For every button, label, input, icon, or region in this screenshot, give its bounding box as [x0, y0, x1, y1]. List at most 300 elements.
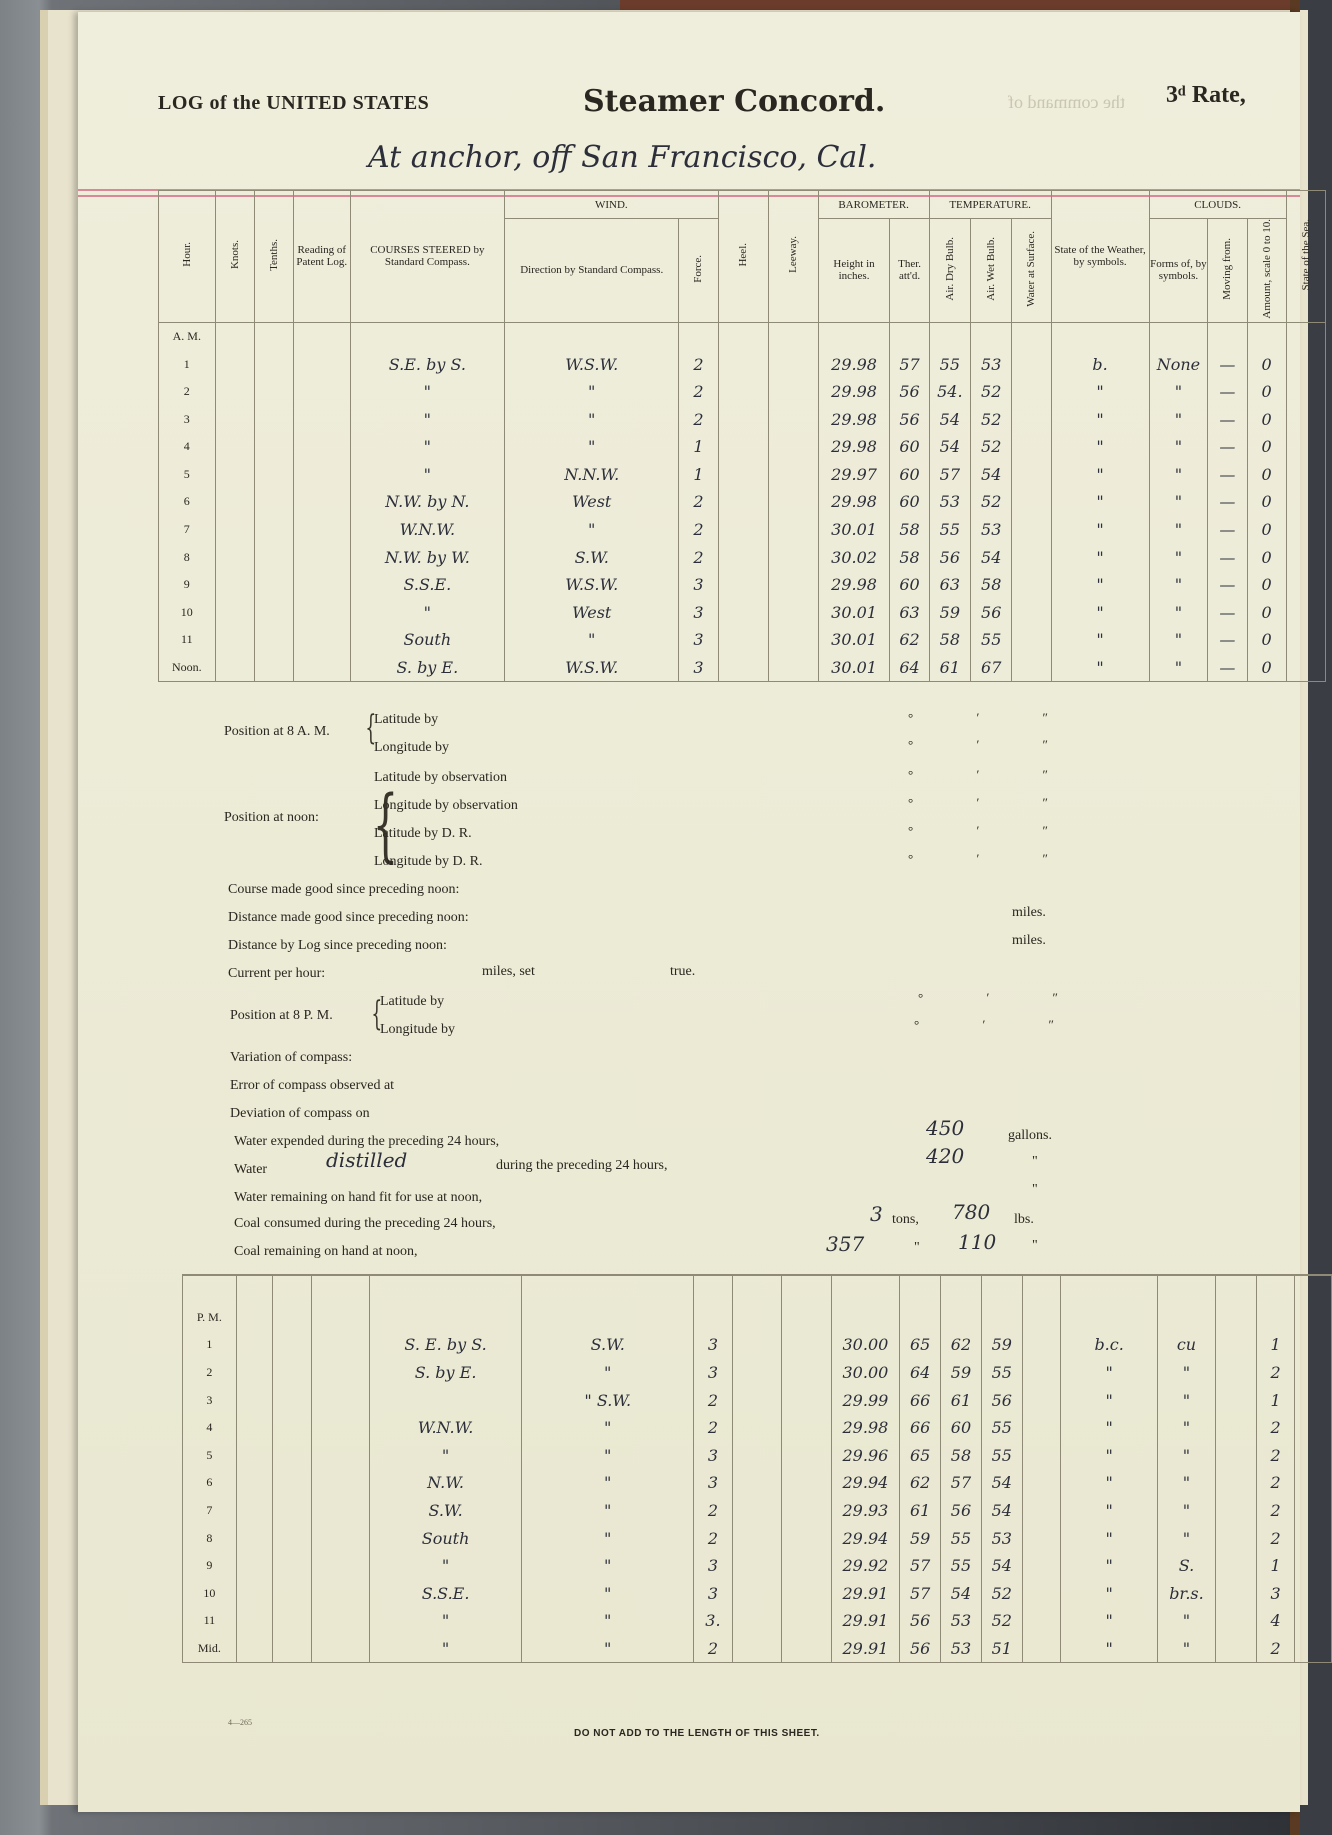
degree-marks: ° ′ ″ — [908, 767, 1078, 782]
col-sea: State of the Sea. — [1286, 191, 1325, 323]
lbs-label: lbs. — [1014, 1212, 1034, 1227]
pm-cell-moving — [1215, 1386, 1256, 1414]
am-row — [159, 599, 1326, 627]
pm-cell-force: 3 — [694, 1359, 733, 1387]
pm-cell-course: S.S.E. — [369, 1580, 521, 1608]
pm-cell-weather: " — [1061, 1469, 1158, 1497]
am-cell-weather: " — [1051, 543, 1149, 571]
am-cell-amount: 0 — [1247, 599, 1286, 627]
pm-cell-wet: 55 — [981, 1359, 1022, 1387]
am-cell-moving: — — [1208, 433, 1247, 461]
pm-cell-height: 29.93 — [831, 1497, 900, 1525]
degree-marks: ° ′ ″ — [908, 795, 1078, 810]
pm-cell-moving — [1215, 1414, 1256, 1442]
pm-cell-course — [369, 1386, 521, 1414]
pm-cell-moving — [1215, 1442, 1256, 1470]
am-cell-dry: 54 — [929, 405, 970, 433]
pm-cell-forms: br.s. — [1157, 1580, 1215, 1608]
col-wind-direction: Direction by Standard Compass. — [505, 219, 679, 323]
am-cell-force: 2 — [679, 350, 718, 378]
pm-cell-weather: " — [1061, 1635, 1158, 1663]
am-cell-dry: 54 — [929, 433, 970, 461]
am-cell-course: W.N.W. — [350, 516, 505, 544]
pm-cell-forms: " — [1157, 1442, 1215, 1470]
col-barometer: BAROMETER. — [818, 191, 929, 219]
am-cell-force: 3 — [679, 599, 718, 627]
coal-lbs-value: 780 — [952, 1200, 991, 1224]
am-cell-ther: 60 — [890, 488, 929, 516]
pm-cell-wet: 55 — [981, 1414, 1022, 1442]
pm-cell-moving — [1215, 1552, 1256, 1580]
am-cell-height: 29.98 — [818, 488, 890, 516]
am-cell-forms: None — [1149, 350, 1208, 378]
am-cell-force: 3 — [679, 654, 718, 682]
am-cell-wind: W.S.W. — [505, 350, 679, 378]
pm-cell-wet: 55 — [981, 1442, 1022, 1470]
pm-cell-amount: 2 — [1256, 1635, 1295, 1663]
col-air-dry: Air. Dry Bulb. — [929, 219, 970, 323]
pm-cell-height: 30.00 — [831, 1359, 900, 1387]
pm-cell-height: 29.94 — [831, 1469, 900, 1497]
pm-cell-amount: 2 — [1256, 1497, 1295, 1525]
pm-cell-wind: " — [522, 1524, 694, 1552]
am-cell-hour: 7 — [159, 516, 216, 544]
coal-tons-value: 3 — [870, 1202, 883, 1226]
pm-cell-course: S. by E. — [369, 1359, 521, 1387]
pm-cell-hour: 10 — [183, 1580, 237, 1608]
variation-label: Variation of compass: — [230, 1050, 353, 1065]
pm-cell-height: 29.92 — [831, 1552, 900, 1580]
pm-cell-hour: Mid. — [183, 1635, 237, 1663]
am-cell-forms: " — [1149, 405, 1208, 433]
am-cell-wind: West — [505, 488, 679, 516]
pm-cell-wet: 53 — [981, 1524, 1022, 1552]
am-cell-height: 29.98 — [818, 378, 890, 406]
pm-cell-wind: " — [522, 1469, 694, 1497]
pm-cell-force: 2 — [694, 1635, 733, 1663]
pm-cell-dry: 53 — [941, 1635, 982, 1663]
pm-cell-height: 30.00 — [831, 1331, 900, 1359]
ship-name: Steamer Concord. — [583, 84, 886, 119]
pm-cell-force: 2 — [694, 1524, 733, 1552]
am-row — [159, 405, 1326, 433]
pm-row — [183, 1607, 1332, 1635]
pm-cell-course: " — [369, 1607, 521, 1635]
pm-cell-wind: S.W. — [522, 1331, 694, 1359]
coal-consumed-label: Coal consumed during the preceding 24 hours, — [234, 1216, 496, 1231]
pm-row — [183, 1442, 1332, 1470]
degree-marks: ° ′ ″ — [914, 1017, 1084, 1032]
am-cell-ther: 58 — [890, 543, 929, 571]
am-cell-height: 29.98 — [818, 433, 890, 461]
am-cell-forms: " — [1149, 626, 1208, 654]
pm-cell-weather: " — [1061, 1414, 1158, 1442]
pm-cell-hour: 1 — [183, 1331, 237, 1359]
log-page — [78, 12, 1312, 1812]
am-cell-dry: 57 — [929, 461, 970, 489]
pm-cell-moving — [1215, 1524, 1256, 1552]
am-cell-hour: 8 — [159, 543, 216, 571]
pm-cell-dry: 53 — [941, 1607, 982, 1635]
am-cell-height: 30.01 — [818, 516, 890, 544]
am-cell-wind: W.S.W. — [505, 571, 679, 599]
am-row — [159, 543, 1326, 571]
pm-cell-wind: " — [522, 1497, 694, 1525]
am-log-table — [158, 190, 1326, 682]
pm-cell-ther: 66 — [900, 1414, 941, 1442]
lat-by-label: Latitude by — [374, 712, 439, 727]
pm-spacer-row — [183, 1275, 1332, 1304]
am-cell-amount: 0 — [1247, 461, 1286, 489]
pm-row — [183, 1635, 1332, 1663]
pm-row — [183, 1414, 1332, 1442]
pm-cell-forms: " — [1157, 1386, 1215, 1414]
pm-cell-hour: 5 — [183, 1442, 237, 1470]
pm-cell-course: South — [369, 1524, 521, 1552]
am-cell-wind: West — [505, 599, 679, 627]
water-expended-value: 450 — [926, 1116, 965, 1140]
lon-dr-label: Longitude by D. R. — [374, 854, 483, 869]
pm-cell-dry: 55 — [941, 1552, 982, 1580]
am-row — [159, 488, 1326, 516]
miles-set-label: miles, set — [482, 964, 535, 979]
pm-cell-forms: " — [1157, 1524, 1215, 1552]
pm-cell-weather: " — [1061, 1607, 1158, 1635]
ditto-mark: " — [1032, 1182, 1038, 1197]
am-cell-wet: 58 — [971, 571, 1012, 599]
pm-cell-moving — [1215, 1580, 1256, 1608]
pm-cell-amount: 1 — [1256, 1386, 1295, 1414]
pm-cell-force: 3 — [694, 1331, 733, 1359]
am-cell-course: S. by E. — [350, 654, 505, 682]
am-cell-forms: " — [1149, 654, 1208, 682]
brace: { — [372, 778, 399, 871]
am-cell-moving: — — [1208, 516, 1247, 544]
pm-row — [183, 1497, 1332, 1525]
pm-cell-ther: 64 — [900, 1359, 941, 1387]
am-cell-weather: " — [1051, 405, 1149, 433]
am-cell-ther: 60 — [890, 433, 929, 461]
col-tenths: Tenths. — [254, 191, 293, 323]
degree-marks: ° ′ ″ — [908, 823, 1078, 838]
water-word: Water — [234, 1162, 268, 1177]
am-cell-course: N.W. by N. — [350, 488, 505, 516]
am-cell-dry: 55 — [929, 516, 970, 544]
pm-cell-amount: 4 — [1256, 1607, 1295, 1635]
degree-marks: ° ′ ″ — [908, 851, 1078, 866]
pm-log-table — [182, 1274, 1332, 1663]
pm-cell-ther: 57 — [900, 1580, 941, 1608]
col-cloud-forms: Forms of, by symbols. — [1149, 219, 1208, 323]
am-cell-weather: " — [1051, 599, 1149, 627]
am-cell-wet: 52 — [971, 488, 1012, 516]
pm-cell-force: 3 — [694, 1442, 733, 1470]
pm-cell-dry: 62 — [941, 1331, 982, 1359]
position-noon-label: Position at noon: — [224, 810, 319, 825]
am-rows — [159, 322, 1326, 682]
pm-cell-dry: 57 — [941, 1469, 982, 1497]
am-cell-ther: 60 — [890, 461, 929, 489]
pm-cell-course: W.N.W. — [369, 1414, 521, 1442]
pm-row — [183, 1580, 1332, 1608]
am-cell-moving: — — [1208, 543, 1247, 571]
am-row — [159, 378, 1326, 406]
pm-cell-amount: 2 — [1256, 1442, 1295, 1470]
am-cell-moving: — — [1208, 461, 1247, 489]
am-cell-hour: 9 — [159, 571, 216, 599]
pm-cell-wind: " S.W. — [522, 1386, 694, 1414]
am-cell-forms: " — [1149, 543, 1208, 571]
am-cell-hour: 4 — [159, 433, 216, 461]
pm-cell-wet: 51 — [981, 1635, 1022, 1663]
pm-cell-forms: " — [1157, 1414, 1215, 1442]
col-heel: Heel. — [718, 191, 768, 323]
pm-cell-height: 29.99 — [831, 1386, 900, 1414]
water-remaining-label: Water remaining on hand fit for use at noon, — [234, 1190, 483, 1205]
lat-obs-label: Latitude by observation — [374, 770, 507, 785]
am-cell-amount: 0 — [1247, 516, 1286, 544]
pm-cell-forms: " — [1157, 1469, 1215, 1497]
am-cell-moving: — — [1208, 571, 1247, 599]
am-cell-wind: " — [505, 433, 679, 461]
am-cell-wet: 56 — [971, 599, 1012, 627]
am-cell-course: " — [350, 461, 505, 489]
pm-cell-wind: " — [522, 1580, 694, 1608]
col-height: Height in inches. — [818, 219, 890, 323]
am-cell-wet: 55 — [971, 626, 1012, 654]
log-title: LOG of the UNITED STATES — [158, 92, 430, 114]
am-cell-force: 2 — [679, 405, 718, 433]
pm-cell-forms: " — [1157, 1497, 1215, 1525]
pm-cell-wet: 59 — [981, 1331, 1022, 1359]
pm-cell-weather: b.c. — [1061, 1331, 1158, 1359]
am-cell-course: S.E. by S. — [350, 350, 505, 378]
pm-cell-amount: 2 — [1256, 1524, 1295, 1552]
pm-cell-course: S. E. by S. — [369, 1331, 521, 1359]
am-cell-course: S.S.E. — [350, 571, 505, 599]
am-row — [159, 433, 1326, 461]
am-cell-forms: " — [1149, 516, 1208, 544]
am-cell-forms: " — [1149, 461, 1208, 489]
am-cell-wet: 52 — [971, 405, 1012, 433]
am-cell-ther: 62 — [890, 626, 929, 654]
pm-cell-hour: 2 — [183, 1359, 237, 1387]
am-cell-forms: " — [1149, 599, 1208, 627]
pm-cell-dry: 59 — [941, 1359, 982, 1387]
pm-cell-height: 29.91 — [831, 1607, 900, 1635]
distance-log-label: Distance by Log since preceding noon: — [228, 938, 447, 953]
pm-cell-ther: 62 — [900, 1469, 941, 1497]
am-cell-wet: 52 — [971, 378, 1012, 406]
pm-cell-weather: " — [1061, 1580, 1158, 1608]
am-cell-amount: 0 — [1247, 654, 1286, 682]
pm-cell-wind: " — [522, 1607, 694, 1635]
brace: { — [371, 994, 383, 1034]
am-cell-moving: — — [1208, 405, 1247, 433]
am-cell-force: 3 — [679, 571, 718, 599]
am-cell-force: 3 — [679, 626, 718, 654]
am-cell-hour: 1 — [159, 350, 216, 378]
am-cell-amount: 0 — [1247, 488, 1286, 516]
pm-cell-ther: 56 — [900, 1635, 941, 1663]
pm-cell-ther: 57 — [900, 1552, 941, 1580]
am-cell-moving: — — [1208, 488, 1247, 516]
pm-cell-forms: " — [1157, 1635, 1215, 1663]
pm-cell-ther: 59 — [900, 1524, 941, 1552]
am-cell-ther: 60 — [890, 571, 929, 599]
pm-rows — [183, 1275, 1332, 1663]
am-cell-height: 30.01 — [818, 599, 890, 627]
col-patent-log: Reading of Patent Log. — [293, 191, 350, 323]
am-row — [159, 350, 1326, 378]
am-cell-ther: 56 — [890, 378, 929, 406]
pm-cell-hour: 3 — [183, 1386, 237, 1414]
am-cell-wind: " — [505, 378, 679, 406]
pm-row — [183, 1552, 1332, 1580]
am-cell-wet: 67 — [971, 654, 1012, 682]
am-cell-hour: 5 — [159, 461, 216, 489]
am-cell-hour: 10 — [159, 599, 216, 627]
location: At anchor, off San Francisco, Cal. — [368, 140, 877, 175]
pm-cell-moving — [1215, 1497, 1256, 1525]
pm-cell-hour: 9 — [183, 1552, 237, 1580]
pm-cell-forms: S. — [1157, 1552, 1215, 1580]
pm-cell-amount: 1 — [1256, 1552, 1295, 1580]
pm-row — [183, 1469, 1332, 1497]
am-cell-weather: " — [1051, 654, 1149, 682]
col-cloud-moving: Moving from. — [1208, 219, 1247, 323]
col-cloud-amount: Amount, scale 0 to 10. — [1247, 219, 1286, 323]
pm-cell-weather: " — [1061, 1497, 1158, 1525]
pm-cell-amount: 2 — [1256, 1469, 1295, 1497]
pm-label: P. M. — [183, 1304, 237, 1332]
am-cell-amount: 0 — [1247, 543, 1286, 571]
am-cell-amount: 0 — [1247, 433, 1286, 461]
am-cell-wet: 53 — [971, 350, 1012, 378]
am-cell-weather: " — [1051, 516, 1149, 544]
am-cell-dry: 58 — [929, 626, 970, 654]
pm-cell-force: 3 — [694, 1580, 733, 1608]
pm-cell-moving — [1215, 1607, 1256, 1635]
water-expended-label: Water expended during the preceding 24 hours, — [234, 1134, 500, 1149]
am-cell-force: 2 — [679, 378, 718, 406]
am-cell-hour: 3 — [159, 405, 216, 433]
am-cell-wet: 53 — [971, 516, 1012, 544]
current-label: Current per hour: — [228, 966, 326, 981]
am-cell-moving: — — [1208, 654, 1247, 682]
distance-made-label: Distance made good since preceding noon: — [228, 910, 469, 925]
position-8am-label: Position at 8 A. M. — [224, 724, 330, 739]
am-row — [159, 461, 1326, 489]
am-cell-height: 30.02 — [818, 543, 890, 571]
pm-cell-wet: 52 — [981, 1580, 1022, 1608]
am-cell-hour: 11 — [159, 626, 216, 654]
pm-cell-dry: 61 — [941, 1386, 982, 1414]
pm-cell-dry: 56 — [941, 1497, 982, 1525]
pm-cell-wet: 54 — [981, 1469, 1022, 1497]
am-cell-course: South — [350, 626, 505, 654]
am-cell-forms: " — [1149, 378, 1208, 406]
miles-label: miles. — [1012, 905, 1046, 920]
am-cell-wind: " — [505, 516, 679, 544]
pm-cell-dry: 60 — [941, 1414, 982, 1442]
ditto-mark: " — [1032, 1238, 1038, 1253]
miles-label: miles. — [1012, 933, 1046, 948]
water-during-label: during the preceding 24 hours, — [496, 1158, 668, 1173]
am-cell-amount: 0 — [1247, 350, 1286, 378]
am-cell-weather: " — [1051, 433, 1149, 461]
coal-remaining-tons: 357 — [826, 1232, 865, 1256]
pm-cell-ther: 61 — [900, 1497, 941, 1525]
am-cell-dry: 54. — [929, 378, 970, 406]
pm-row — [183, 1524, 1332, 1552]
ditto-mark: " — [1032, 1154, 1038, 1169]
position-8pm-label: Position at 8 P. M. — [230, 1008, 333, 1023]
pm-cell-wind: " — [522, 1442, 694, 1470]
am-cell-course: " — [350, 599, 505, 627]
am-cell-ther: 63 — [890, 599, 929, 627]
pm-cell-weather: " — [1061, 1524, 1158, 1552]
col-weather: State of the Weather, by symbols. — [1051, 191, 1149, 323]
col-leeway: Leeway. — [768, 191, 818, 323]
am-cell-amount: 0 — [1247, 571, 1286, 599]
pm-cell-forms: " — [1157, 1359, 1215, 1387]
am-cell-weather: " — [1051, 378, 1149, 406]
pm-cell-weather: " — [1061, 1386, 1158, 1414]
col-knots: Knots. — [215, 191, 254, 323]
ditto-mark: " — [914, 1240, 920, 1255]
lat-by-label: Latitude by — [380, 994, 445, 1009]
am-cell-wind: " — [505, 405, 679, 433]
am-row — [159, 654, 1326, 682]
am-cell-forms: " — [1149, 433, 1208, 461]
pm-cell-hour: 6 — [183, 1469, 237, 1497]
pm-cell-course: " — [369, 1635, 521, 1663]
am-cell-dry: 61 — [929, 654, 970, 682]
am-cell-wind: N.N.W. — [505, 461, 679, 489]
am-cell-height: 29.98 — [818, 405, 890, 433]
pm-cell-ther: 65 — [900, 1331, 941, 1359]
pm-cell-height: 29.96 — [831, 1442, 900, 1470]
pm-cell-ther: 66 — [900, 1386, 941, 1414]
col-force: Force. — [679, 219, 718, 323]
ship-rate: 3ᵈ Rate, — [1166, 82, 1246, 108]
pm-cell-height: 29.94 — [831, 1524, 900, 1552]
col-clouds: CLOUDS. — [1149, 191, 1286, 219]
pm-cell-force: 3. — [694, 1607, 733, 1635]
pm-cell-wet: 56 — [981, 1386, 1022, 1414]
pm-cell-amount: 2 — [1256, 1414, 1295, 1442]
am-cell-height: 30.01 — [818, 626, 890, 654]
am-cell-moving: — — [1208, 350, 1247, 378]
am-cell-hour: 2 — [159, 378, 216, 406]
lon-by-label: Longitude by — [374, 740, 450, 755]
gallons-label: gallons. — [1008, 1128, 1052, 1143]
pm-cell-force: 2 — [694, 1386, 733, 1414]
pm-cell-course: " — [369, 1552, 521, 1580]
am-cell-height: 30.01 — [818, 654, 890, 682]
col-hour: Hour. — [159, 191, 216, 323]
col-water-surface: Water at Surface. — [1012, 219, 1051, 323]
col-temperature: TEMPERATURE. — [929, 191, 1051, 219]
am-cell-force: 2 — [679, 516, 718, 544]
pm-cell-amount: 1 — [1256, 1331, 1295, 1359]
pm-label-row — [183, 1304, 1332, 1332]
degree-marks: ° ′ ″ — [908, 710, 1078, 725]
am-cell-wet: 52 — [971, 433, 1012, 461]
lon-obs-label: Longitude by observation — [374, 798, 518, 813]
am-cell-ther: 58 — [890, 516, 929, 544]
